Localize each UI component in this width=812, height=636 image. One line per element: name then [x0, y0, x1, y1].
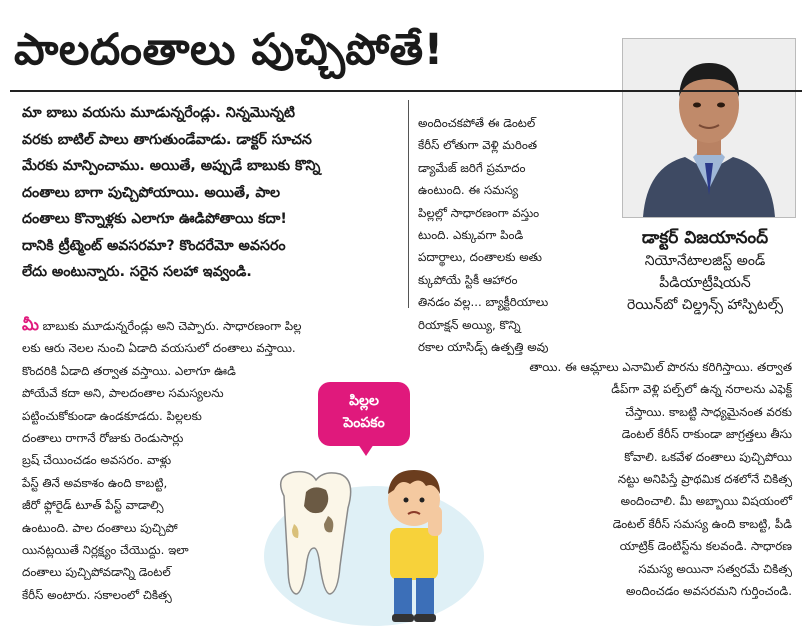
- answer-line: చేస్తాయి. కాబట్టి సాధ్యమైనంత వరకు: [625, 404, 792, 419]
- answer-line: డెంటల్ కేరీస్ సమస్య ఉంది కాబట్టి, పీడి: [612, 516, 792, 531]
- answer-line: యినట్లయితే నిర్లక్ష్యం చేయొద్దు. ఇలా: [22, 543, 189, 558]
- answer-line: పిల్లల్లో సాధారణంగా వస్తుం: [418, 205, 540, 220]
- answer-line: జీరో ఫ్లోరైడ్ టూత్ పేస్ట్ వాడాల్సి: [22, 498, 164, 513]
- doctor-photo: [622, 38, 796, 218]
- answer-line: డ్యామేజ్ జరిగే ప్రమాదం: [418, 160, 526, 175]
- question-line: లేదు అంటున్నారు. సరైన సలహా ఇవ్వండి.: [22, 264, 252, 280]
- answer-line: అందించడం అవసరమని గుర్తించండి.: [626, 584, 792, 599]
- answer-line: కోవాలి. ఒకవేళ దంతాలు పుచ్చిపోయి: [624, 449, 792, 464]
- author-title-line: రెయిన్‌బో చిల్డ్రన్స్ హాస్పిటల్స్: [626, 297, 784, 313]
- answer-line: పట్టించుకోకుండా ఉండకూడదు. పిల్లలకు: [22, 408, 202, 423]
- section-badge: [318, 382, 410, 446]
- author-block: [600, 226, 810, 316]
- answer-line: మీ బాబుకు మూడున్నరేండ్లు అని చెప్పారు. సాధారణంగా పిల్ల: [22, 315, 302, 334]
- question-line: దంతాలు బాగా పుచ్చిపోయాయి. అయితే, పాల: [22, 184, 281, 201]
- answer-line: డీప్‌గా వెళ్లి పల్ప్‌లో ఉన్న నరాలను ఎఫెక్ట్: [611, 382, 792, 397]
- answer-line: తినడం వల్ల... బ్యాక్టీరియాలు: [418, 295, 549, 310]
- answer-line: దంతాలు పుచ్చిపోవడాన్ని డెంటల్: [22, 565, 171, 580]
- drop-cap: మీ: [22, 315, 39, 334]
- author-title-line: పీడియాట్రీషియన్: [659, 275, 751, 291]
- answer-line: ఉంటుంది. పాల దంతాలు పుచ్చిపో: [22, 520, 178, 535]
- column-divider: [408, 100, 409, 308]
- answer-line: నట్టు అనిపిస్తే ప్రాథమిక దశలోనే చికిత్స: [617, 472, 792, 487]
- boy-toothache-illustration: [244, 436, 484, 626]
- answer-line: రియాక్షన్ అయ్యి, కొన్ని: [418, 317, 521, 332]
- answer-line: ఉంటుంది. ఈ సమస్య: [418, 183, 519, 198]
- question-line: వరకు బాటిల్ పాలు తాగుతుండేవాడు. డాక్టర్ సూచన: [22, 131, 312, 148]
- reader-question: [22, 100, 398, 286]
- answer-line: బ్రష్ చేయించడం అవసరం. వాళ్లు: [22, 453, 172, 468]
- answer-line: పదార్థాలు, దంతాలకు అతు: [418, 250, 542, 265]
- answer-line: అందించకపోతే ఈ డెంటల్: [418, 116, 536, 130]
- answer-line: సమస్య అయినా సత్వరమే చికిత్స: [638, 561, 792, 576]
- question-line: దంతాలు కొన్నాళ్లకు ఎలాగూ ఊడిపోతాయి కదా!: [22, 211, 287, 227]
- answer-column-2: [418, 112, 618, 358]
- question-line: దానికి ట్రీట్మెంట్ అవసరమా? కొందరేమో అవసరం: [22, 237, 286, 254]
- answer-line: అందించాలి. మీ అబ్బాయి విషయంలో: [620, 494, 792, 509]
- answer-line: పోయేవే కదా అని, పాలదంతాల సమస్యలను: [22, 386, 224, 401]
- author-name: డాక్టర్ విజయానంద్: [641, 228, 769, 248]
- answer-line: డెంటల్ కేరీస్ రాకుండా జాగ్రత్తలు తీసు: [621, 427, 792, 442]
- answer-line: పేస్ట్ తినే అవకాశం ఉంది కాబట్టి,: [22, 475, 168, 490]
- headline-rule: [10, 90, 802, 92]
- badge-line: పెంపకం: [343, 415, 385, 431]
- answer-line: తాయి. ఈ ఆమ్లాలు ఎనామిల్ పొరను కరిగిస్తాయి. తర్వాత: [529, 360, 792, 374]
- answer-line: దంతాలు రాగానే రోజుకు రెండుసార్లు: [22, 431, 184, 446]
- badge-line: పిల్లల: [349, 393, 379, 409]
- headline: పాలదంతాలు పుచ్చిపోతే!: [14, 25, 444, 75]
- answer-line: క్కుపోయే స్టికీ ఆహారం: [418, 272, 518, 287]
- question-line: మా బాబు వయసు మూడున్నరేండ్లు. నిన్నమొన్నటి: [22, 105, 295, 121]
- answer-line: కేరీస్ లోతుగా వెళ్లి మరింత: [418, 138, 538, 153]
- answer-line: యాట్రిక్ డెంటిస్ట్‌ను కలవండి. సాధారణ: [619, 539, 792, 554]
- author-title-line: నియోనేటాలజిస్ట్ అండ్: [644, 253, 766, 269]
- answer-line: టుంది. ఎక్కువగా పిండి: [418, 228, 524, 243]
- question-line: మేరకు మాన్పించాము. అయితే, అప్పుడే బాబుకు కొన్ని: [22, 158, 321, 174]
- answer-line: లకు ఆరు నెలల నుంచి ఏడాది వయసులో దంతాలు వస్తాయి.: [22, 341, 296, 356]
- answer-line: రకాల యాసిడ్స్ ఉత్పత్తి అవు: [418, 340, 549, 355]
- answer-line: కొందరికి ఏడాది తర్వాత వస్తాయి. ఎలాగూ ఊడి: [22, 363, 236, 378]
- answer-line: కేరీస్ అంటారు. సకాలంలో చికిత్స: [22, 587, 172, 602]
